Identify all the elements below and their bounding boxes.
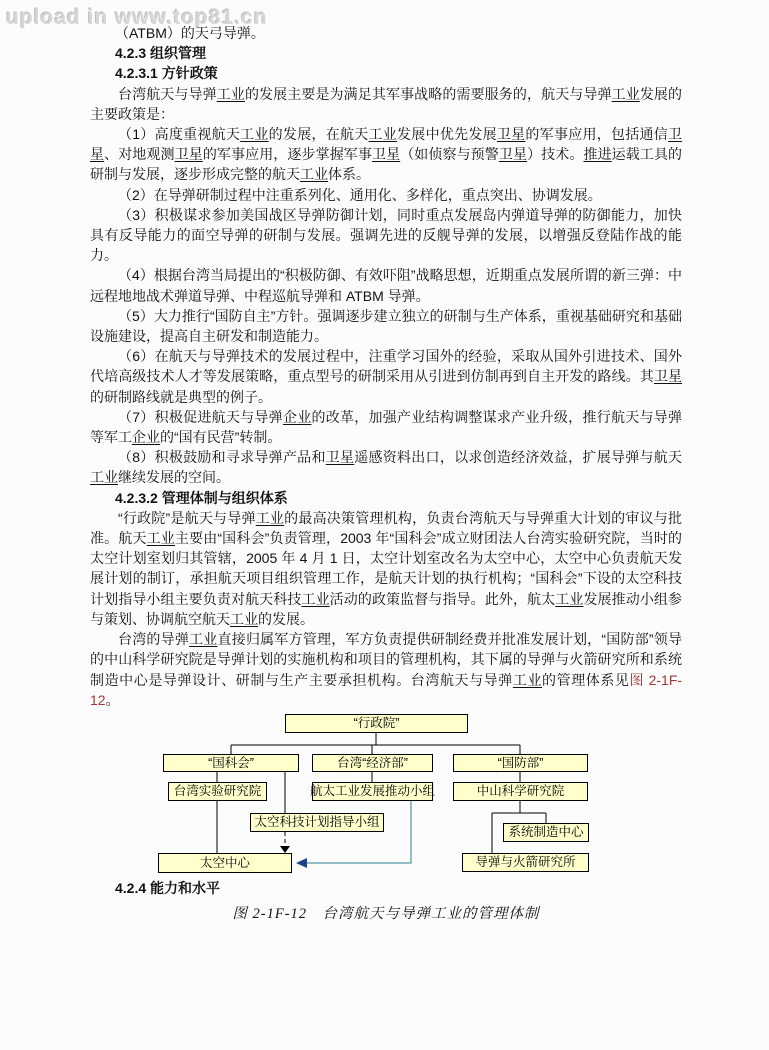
figure-reference: 图 2-1F-12 xyxy=(90,671,683,708)
text-run: 发展的主要政策是： xyxy=(90,85,683,122)
text-run: 、对地观测 xyxy=(104,146,175,163)
text-run: 遥感资料出口，以求创造经济效益，扩展导弹与航天 xyxy=(354,449,683,466)
section-heading xyxy=(90,43,682,63)
text-run: （如侦察与预警 xyxy=(400,146,499,163)
text-run: 卫星 xyxy=(498,146,528,163)
text-run: 企业 xyxy=(132,429,160,446)
paragraph xyxy=(90,124,682,185)
paragraph xyxy=(90,508,682,629)
text-run: （8）积极鼓励和寻求导弹产品和 xyxy=(118,449,326,466)
org-node-missile-rocket-institute: 导弹与火箭研究所 xyxy=(462,853,589,872)
figure-caption xyxy=(90,904,682,924)
paragraph xyxy=(90,205,682,266)
paragraph xyxy=(90,346,682,407)
text-run: 卫星 xyxy=(371,146,401,163)
text-run: 的军事应用，逐步掌握军事 xyxy=(202,146,372,163)
text-run: 体系。 xyxy=(328,166,370,183)
paragraph xyxy=(90,447,682,487)
org-node-space-steering-group: 太空科技计划指导小组 xyxy=(250,813,384,832)
text-run: 企业 xyxy=(282,408,312,425)
arrowhead-down xyxy=(280,846,290,853)
text-run: 的改革，加强产业结构调整谋求产业升级，推行航天与导弹等军工 xyxy=(90,408,683,446)
org-node-executive-yuan: “行政院” xyxy=(285,714,468,733)
org-node-moea: 台湾“经济部” xyxy=(312,754,433,772)
paragraph xyxy=(90,629,682,710)
text-run: 工业 xyxy=(611,85,640,102)
text-run: “行政院”是航天与导弹 xyxy=(118,509,256,526)
text-run: 的管理体系见 xyxy=(542,671,630,688)
text-run: 4.2.3 组织管理 xyxy=(115,45,207,62)
text-run: 的研制路线就是典型的例子。 xyxy=(90,388,272,405)
text-run: 4.2.3.2 管理体制与组织体系 xyxy=(115,489,288,506)
text-run: 工业 xyxy=(90,469,118,486)
text-run: 工业 xyxy=(368,126,398,143)
text-run: （5）大力推行“国防自主”方针。强调逐步建立独立的研制与生产体系，重视基础研究和基础设施建设，提高自主研发和制造能力。 xyxy=(90,307,682,345)
text-run: 的最高决策管理机构，负责台湾航天与导弹重大计划的审议与批准。航天 xyxy=(90,509,683,547)
watermark: upload in www.top81.cn xyxy=(6,6,268,29)
text-run: 工业 xyxy=(555,590,584,607)
text-run: （1）高度重视航天 xyxy=(118,126,241,143)
text-run: 卫星 xyxy=(90,126,683,163)
text-run: 工业 xyxy=(216,85,245,102)
text-run: 工业 xyxy=(300,166,328,183)
text-run: 的发展。 xyxy=(258,610,314,627)
connector-line xyxy=(300,801,411,863)
paragraph xyxy=(90,407,682,447)
text-run: 卫星 xyxy=(174,146,203,163)
text-run: （4）根据台湾当局提出的“积极防御、有效吓阻”战略思想，近期重点发展所谓的新三弹：中远程地地战术弹道导弹、中程巡航导弹和 ATBM 导弹。 xyxy=(90,267,682,304)
arrowhead-left xyxy=(296,858,307,868)
text-run: 的发展，在航天 xyxy=(268,126,369,143)
org-node-itri: 台湾实验研究院 xyxy=(168,782,267,801)
paragraph xyxy=(90,265,682,305)
text-run: 直接归属军方管理，军方负责提供研制经费并批准发展计划，“国防部”领导的中山科学研究院是导弹计划的实施机构和项目的管理机构，其下属的导弹与火箭研究所和系统制造中心是导弹设计、研制与生产主要承担机构。台湾航天与导弹 xyxy=(90,631,683,688)
org-node-space-center: 太空中心 xyxy=(158,853,292,873)
text-run: 推进 xyxy=(583,146,612,163)
text-run: 。 xyxy=(105,691,120,708)
text-run: 的发展主要是为满足其军事战略的需要服务的，航天与导弹 xyxy=(244,85,612,102)
text-run: （ATBM）的天弓导弹。 xyxy=(115,25,265,41)
org-node-aerospace-group: 航太工业发展推动小组 xyxy=(312,782,433,801)
section-heading xyxy=(90,63,682,83)
text-run: 继续发展的空间。 xyxy=(118,469,230,486)
org-node-csist: 中山科学研究院 xyxy=(453,782,588,801)
text-run: 卫星 xyxy=(325,449,355,466)
section-heading xyxy=(90,488,682,508)
text-run: ）技术。 xyxy=(527,146,584,163)
text-run: 台湾的导弹 xyxy=(118,631,190,648)
text-run: 工业 xyxy=(255,509,285,526)
text-run: 工业 xyxy=(301,590,330,607)
text-run: 发展中优先发展 xyxy=(397,126,497,143)
text-run: 台湾航天与导弹 xyxy=(118,85,217,102)
text-run: 的“国有民营”转制。 xyxy=(160,429,282,446)
text-run: 工业 xyxy=(146,530,175,547)
text-run: 卫星 xyxy=(496,126,526,143)
paragraph xyxy=(90,185,682,205)
text-run: （6）在航天与导弹技术的发展过程中，注重学习国外的经验，采取从国外引进技术、国外代培高级技术人才等发展策略，重点型号的研制采用从引进到仿制再到自主开发的路线。其 xyxy=(90,348,682,385)
org-node-system-mfg-center: 系统制造中心 xyxy=(503,823,589,842)
text-run: 卫星 xyxy=(653,368,683,385)
text-run: 4.2.4 能力和水平 xyxy=(115,879,221,896)
text-run: 活动的政策监督与指导。此外，航太 xyxy=(329,590,556,607)
text-run: 工业 xyxy=(189,631,218,648)
section-heading xyxy=(90,878,682,898)
text-run: 发展推动小组参与策划、协调航空航天 xyxy=(90,590,683,627)
text-run: 工业 xyxy=(230,610,258,627)
paragraph xyxy=(90,84,682,124)
org-chart-figure xyxy=(0,712,769,878)
text-run: 4.2.3.1 方针政策 xyxy=(115,65,218,82)
text-run: 运载工具的研制与发展，逐步形成完整的航天 xyxy=(90,146,683,183)
text-run: 工业 xyxy=(240,126,269,143)
text-run: 图 2-1F-12 台湾航天与导弹工业的管理体制 xyxy=(232,906,540,923)
text-run: （7）积极促进航天与导弹 xyxy=(118,408,283,425)
org-node-mnd: “国防部” xyxy=(453,754,588,772)
text-run: （2）在导弹研制过程中注重系列化、通用化、多样化，重点突出、协调发展。 xyxy=(118,186,602,203)
paragraph xyxy=(90,306,682,346)
text-run: 主要由“国科会”负责管理，2003 年“国科会”成立财团法人台湾实验研究院，当时的太空计划室划归其管辖，2005 年 4 月 1 日，太空计划室改名为太空中心，太空中心负责航天发展计划的制订，承担航天项目组织管理工作，是航天计划的执行机构；“国科会”下设的太空科技计划指导小组主要负责对航天科技 xyxy=(90,530,683,607)
text-run: 的军事应用，包括通信 xyxy=(525,126,669,143)
text-run: （3）积极谋求参加美国战区导弹防御计划，同时重点发展岛内弹道导弹的防御能力，加快具有反导能力的面空导弹的研制与发展。强调先进的反舰导弹的发展，以增强反登陆作战的能力。 xyxy=(90,206,682,264)
org-node-nsc: “国科会” xyxy=(163,754,299,772)
text-run: 工业 xyxy=(512,671,543,688)
paragraph xyxy=(90,23,682,43)
